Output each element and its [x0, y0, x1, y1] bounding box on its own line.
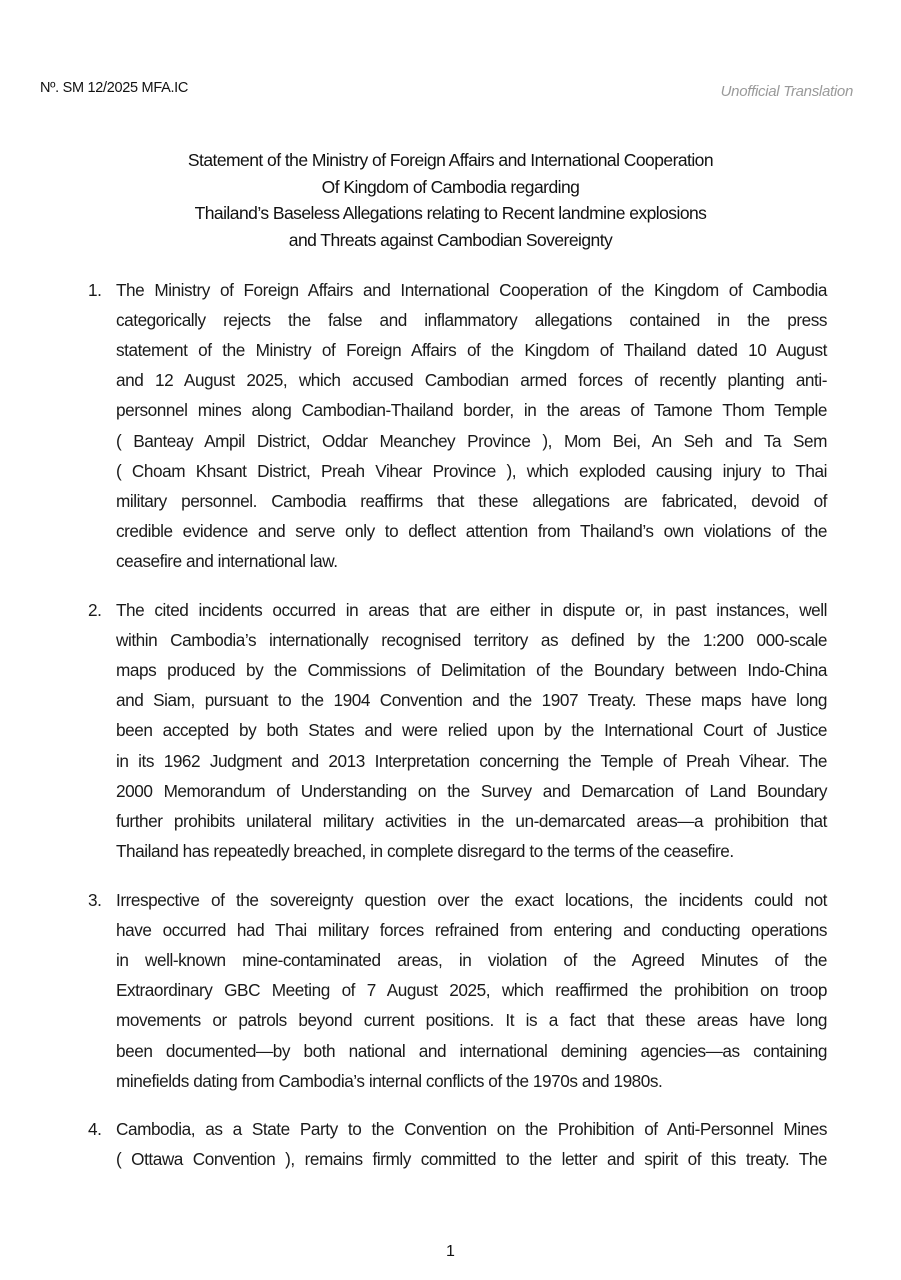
title-line: Of Kingdom of Cambodia regarding: [321, 176, 580, 197]
paragraph-line: Extraordinary GBC Meeting of 7 August 2025, which reaffirmed the prohibition on troop: [116, 980, 827, 1001]
paragraph-line: Cambodia, as a State Party to the Convention on the Prohibition of Anti-Personnel Mines: [116, 1119, 827, 1139]
unofficial-translation-label: Unofficial Translation: [720, 83, 853, 100]
paragraph-line: minefields dating from Cambodia’s internal conflicts of the 1970s and 1980s.: [116, 1070, 663, 1091]
paragraph-line: Thailand has repeatedly breached, in complete disregard to the terms of the ceasefire.: [116, 840, 734, 861]
paragraph-line: in well-known mine-contaminated areas, in violation of the Agreed Minutes of the: [116, 950, 827, 971]
title-line: Thailand’s Baseless Allegations relating to Recent landmine explosions: [194, 203, 707, 224]
paragraph-line: within Cambodia’s internationally recognised territory as defined by the 1:200 000-scale: [116, 630, 827, 651]
paragraph-line: in its 1962 Judgment and 2013 Interpretation concerning the Temple of Preah Vihear. The: [116, 750, 827, 771]
paragraph-line: been documented—by both national and international demining agencies—as containing: [116, 1040, 827, 1061]
paragraph-line: Irrespective of the sovereignty question over the exact locations, the incidents could not: [116, 890, 827, 910]
paragraph-line: categorically rejects the false and inflammatory allegations contained in the press: [116, 310, 827, 331]
paragraph-line: 2000 Memorandum of Understanding on the Survey and Demarcation of Land Boundary: [116, 780, 827, 801]
paragraph-line: military personnel. Cambodia reaffirms that these allegations are fabricated, devoid of: [116, 490, 827, 511]
paragraph-number: 1.: [88, 280, 102, 300]
paragraph-line: movements or patrols beyond current positions. It is a fact that these areas have long: [116, 1010, 827, 1031]
statement-title: [0, 147, 901, 254]
paragraph-line: ( Banteay Ampil District, Oddar Meanchey Province ), Mom Bei, An Seh and Ta Sem: [116, 430, 827, 451]
paragraph-line: ( Choam Khsant District, Preah Vihear Province ), which exploded causing injury to Thai: [116, 460, 827, 481]
title-line: and Threats against Cambodian Sovereignty: [288, 230, 613, 251]
paragraph-line: statement of the Ministry of Foreign Affairs of the Kingdom of Thailand dated 10 August: [116, 340, 827, 361]
paragraph-line: and Siam, pursuant to the 1904 Convention and the 1907 Treaty. These maps have long: [116, 690, 827, 711]
page-number: 1: [446, 1243, 455, 1260]
document-reference-number: Nº. SM 12/2025 MFA.IC: [40, 80, 189, 96]
paragraph-number: 4.: [88, 1119, 102, 1139]
paragraph-number: 2.: [88, 600, 102, 620]
paragraph-line: and 12 August 2025, which accused Cambodian armed forces of recently planting anti-: [116, 370, 827, 391]
paragraph-line: The cited incidents occurred in areas that are either in dispute or, in past instances, well: [116, 600, 827, 620]
paragraph-line: further prohibits unilateral military activities in the un-demarcated areas—a prohibition that: [116, 810, 827, 831]
paragraph-line: have occurred had Thai military forces refrained from entering and conducting operations: [116, 920, 827, 941]
paragraph-line: personnel mines along Cambodian-Thailand border, in the areas of Tamone Thom Temple: [116, 400, 827, 421]
paragraph-line: been accepted by both States and were relied upon by the International Court of Justice: [116, 720, 827, 741]
paragraph-line: ( Ottawa Convention ), remains firmly committed to the letter and spirit of this treaty. The: [116, 1149, 827, 1170]
paragraph-line: credible evidence and serve only to deflect attention from Thailand’s own violations of the: [116, 520, 827, 541]
title-line: Statement of the Ministry of Foreign Affairs and International Cooperation: [187, 150, 714, 170]
paragraph-number: 3.: [88, 890, 102, 910]
paragraph-line: ceasefire and international law.: [116, 550, 338, 571]
paragraph-line: maps produced by the Commissions of Delimitation of the Boundary between Indo-China: [116, 660, 827, 681]
paragraph-line: The Ministry of Foreign Affairs and International Cooperation of the Kingdom of Cambodia: [116, 280, 827, 300]
